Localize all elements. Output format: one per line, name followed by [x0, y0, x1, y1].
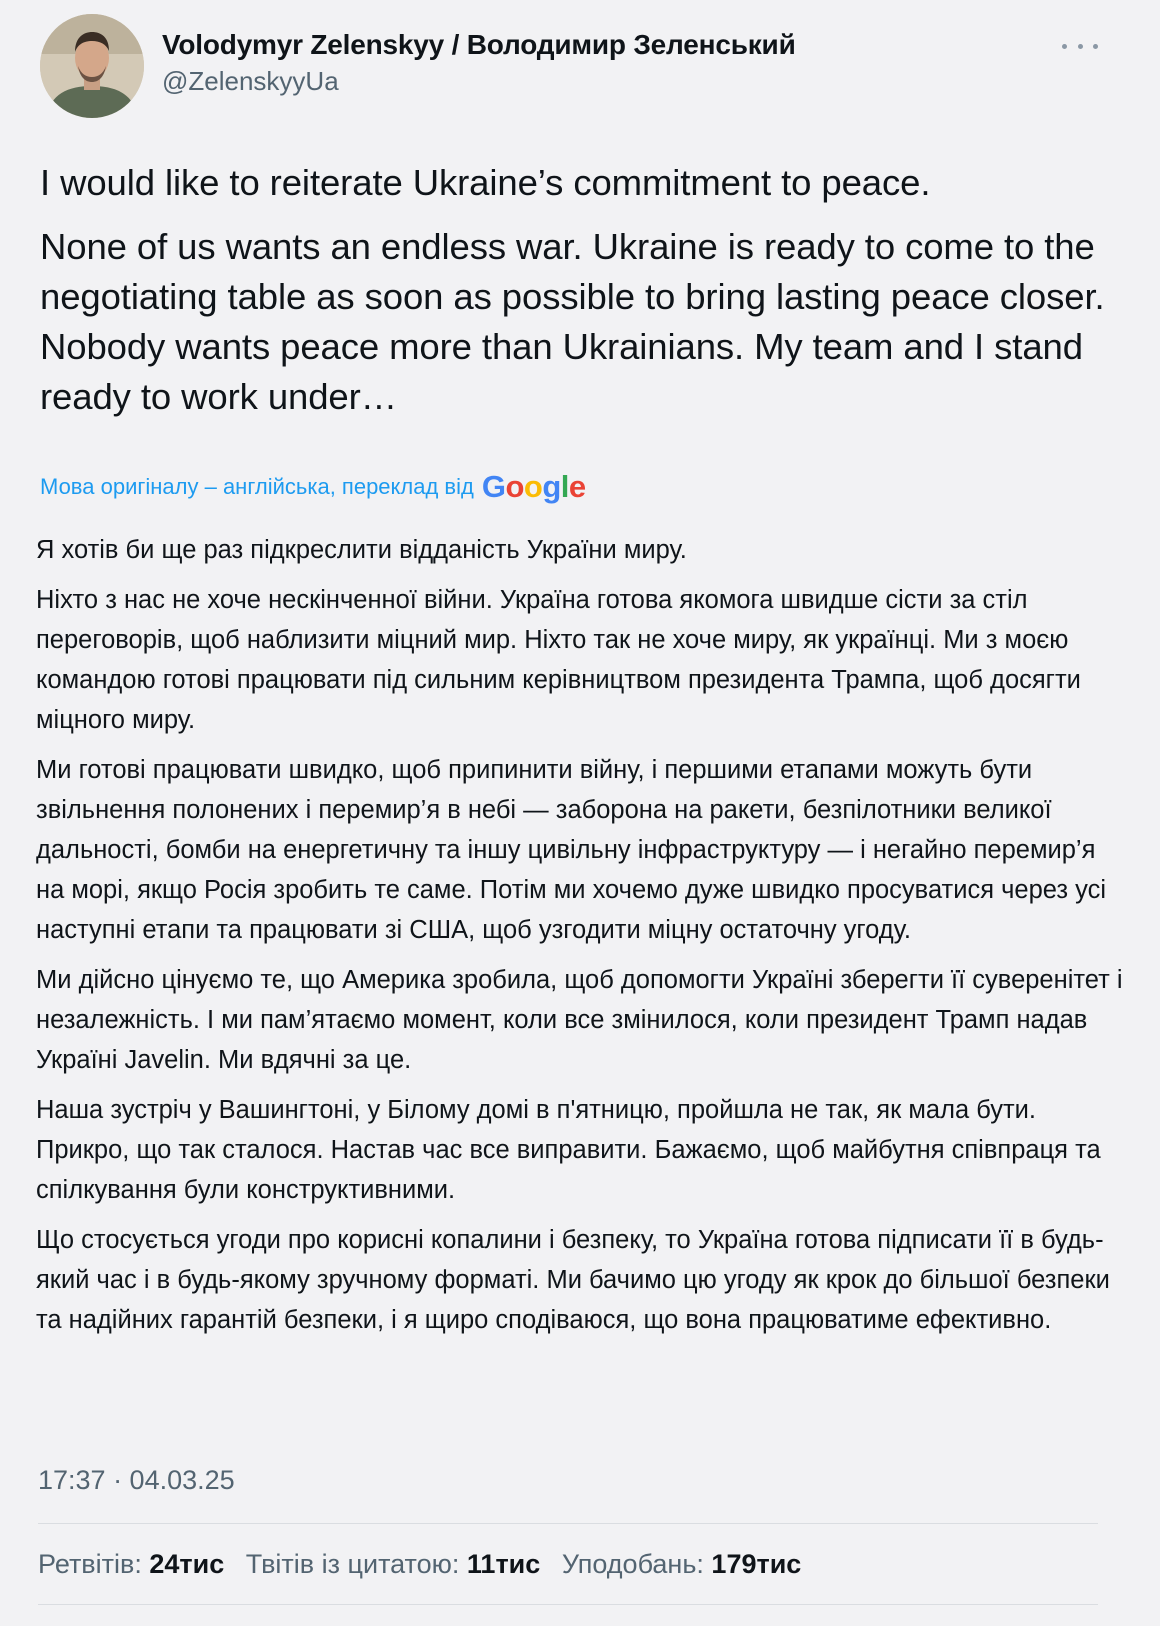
more-dot — [1062, 44, 1067, 49]
translated-paragraph: Наша зустріч у Вашингтоні, у Білому домі в п'ятницю, пройшла не так, як мала бути. Прикро, що так сталося. Настав час все виправити. Бажаємо, щоб майбутня співпраця та спілкування були конструктивними. — [36, 1096, 1101, 1204]
more-dot — [1093, 44, 1098, 49]
tweet-translated-text — [36, 530, 1126, 1350]
quotes-count: 11тис — [466, 1549, 541, 1579]
likes-label: Уподобань: — [561, 1549, 704, 1579]
google-logo-letter: o — [505, 469, 524, 504]
google-logo-letter: e — [568, 469, 586, 504]
original-paragraph: None of us wants an endless war. Ukraine is ready to come to the negotiating table as soon as possible to bring lasting peace closer. Nobody wants peace more than Ukrainians. My team and I stand ready to work under… — [40, 226, 1105, 417]
google-logo-letter: G — [481, 469, 506, 504]
translated-paragraph: Ми дійсно цінуємо те, що Америка зробила, щоб допомогти Україні зберегти її суверенітет і незалежність. І ми пам’ятаємо момент, коли все змінилося, коли президент Трамп надав Україні Javelin. Ми вдячні за це. — [36, 966, 1123, 1074]
retweets-count: 24тис — [149, 1549, 225, 1579]
author-handle[interactable]: @ZelenskyyUa — [162, 66, 339, 96]
more-dot — [1078, 44, 1083, 49]
divider — [38, 1523, 1098, 1524]
translated-paragraph: Що стосується угоди про корисні копалини і безпеку, то Україна готова підписати її в будь-який час і в будь-якому зручному форматі. Ми бачимо цю угоду як крок до більшої безпеки та надійних гарантій безпеки, і я щиро сподіваюся, що вона працюватиме ефективно. — [36, 1226, 1110, 1334]
tweet-header — [40, 14, 1120, 120]
translated-paragraph: Я хотів би ще раз підкреслити відданість України миру. — [36, 536, 687, 564]
original-paragraph: I would like to reiterate Ukraine’s commitment to peace. — [40, 162, 931, 203]
google-logo — [482, 468, 586, 506]
quotes-stat[interactable] — [246, 1549, 541, 1579]
likes-count: 179тис — [711, 1549, 802, 1579]
translation-note-label: Мова оригіналу – англійська, переклад від — [40, 474, 474, 499]
translated-paragraph: Ми готові працювати швидко, щоб припинити війну, і першими етапами можуть бути звільнення полонених і перемир’я в небі — заборона на ракети, безпілотники великої дальності, бомби на енергетичну та іншу цивільну інфраструктуру — і негайно перемир’я на морі, якщо Росія зробить те саме. Потім ми хочемо дуже швидко просуватися через усі наступні етапи та працювати зі США, щоб узгодити міцну остаточну угоду. — [36, 756, 1107, 944]
avatar[interactable] — [40, 14, 144, 118]
google-logo-letter: l — [560, 469, 569, 504]
author-names — [162, 28, 796, 98]
avatar-image — [40, 14, 144, 118]
more-horizontal-icon[interactable] — [1062, 34, 1098, 58]
translated-paragraph: Ніхто з нас не хоче нескінченної війни. Україна готова якомога швидше сісти за стіл переговорів, щоб наблизити міцний мир. Ніхто так не хоче миру, як українці. Ми з моєю командою готові працювати під сильним керівництвом президента Трампа, щоб досягти міцного миру. — [36, 586, 1081, 734]
divider — [38, 1604, 1098, 1605]
tweet-stats — [38, 1544, 815, 1584]
tweet-timestamp[interactable]: 17:37 · 04.03.25 — [38, 1465, 235, 1495]
likes-stat[interactable] — [562, 1549, 802, 1579]
retweets-stat[interactable] — [38, 1549, 224, 1579]
retweets-label: Ретвітів: — [38, 1549, 142, 1579]
google-logo-letter: g — [542, 469, 561, 504]
tweet-original-text — [40, 158, 1120, 436]
google-logo-letter: o — [523, 469, 543, 504]
translation-note[interactable] — [40, 468, 586, 506]
author-display-name[interactable]: Volodymyr Zelenskyy / Володимир Зеленський — [162, 29, 796, 60]
quotes-label: Твітів із цитатою: — [245, 1549, 460, 1579]
